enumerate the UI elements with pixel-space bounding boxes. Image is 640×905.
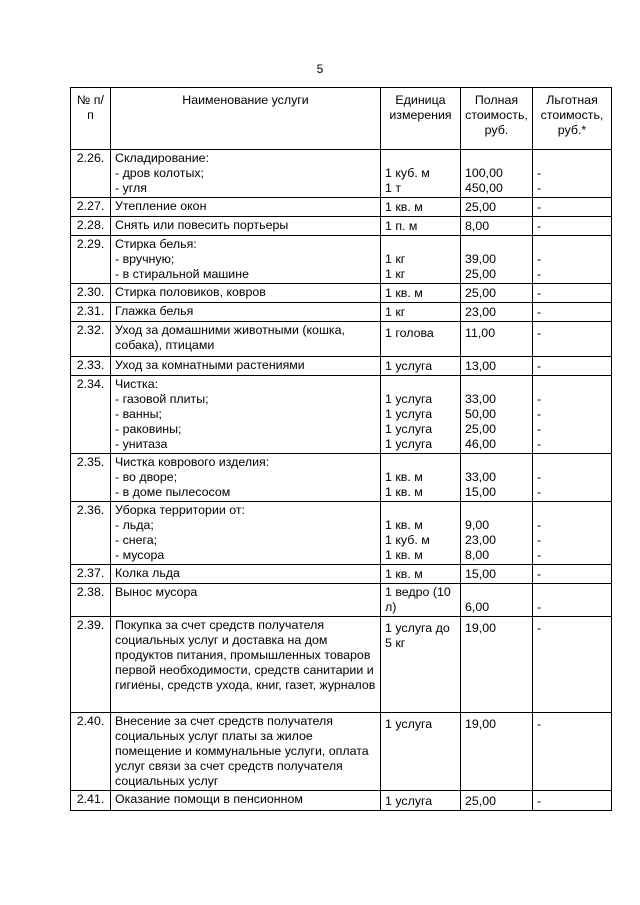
discount-value-cell (533, 217, 612, 236)
price-value: 19,00 (465, 717, 497, 731)
cell-spacer (385, 455, 456, 470)
header-num: № п/п (71, 88, 111, 150)
price-value: 19,00 (465, 621, 497, 635)
price-value: 23,00 (465, 533, 497, 547)
discount-value-cell (533, 617, 612, 713)
unit-value-cell (381, 357, 461, 376)
unit-value: 1 куб. м (385, 533, 430, 547)
unit-value: 1 кв. м (385, 286, 423, 300)
service-name: Вынос мусора (115, 585, 198, 599)
unit-value: 1 кв. м (385, 567, 423, 581)
service-name-cell (111, 713, 381, 791)
discount-value-cell (533, 236, 612, 284)
service-subitem: - дров колотых; (115, 166, 204, 180)
unit-value-cell (381, 322, 461, 357)
discount-value: - (537, 267, 542, 281)
table-body (71, 150, 612, 811)
services-table (70, 87, 612, 811)
service-name-cell (111, 217, 381, 236)
service-name-cell (111, 454, 381, 502)
discount-value-cell (533, 502, 612, 565)
table-row (71, 617, 612, 713)
price-value: 50,00 (465, 407, 497, 421)
unit-value: 1 кг (385, 252, 406, 266)
cell-spacer (465, 455, 528, 470)
discount-value-cell (533, 284, 612, 303)
service-name: Уборка территории от: (115, 503, 245, 517)
unit-value: 1 услуга (385, 422, 433, 436)
discount-value-cell (533, 791, 612, 811)
service-name: Внесение за счет средств получателя социальных услуг платы за жилое помещение и коммунальные услуги, оплата услуг связи за счет средств получателя социальных услуг (115, 714, 369, 788)
unit-value: 1 кв. м (385, 485, 423, 499)
row-number: 2.38. (71, 584, 111, 617)
table-row (71, 284, 612, 303)
unit-value: 1 услуга (385, 392, 433, 406)
service-subitem: - ванны; (115, 407, 162, 421)
discount-value-cell (533, 150, 612, 198)
table-row (71, 150, 612, 198)
row-number: 2.32. (71, 322, 111, 357)
price-value: 13,00 (465, 359, 497, 373)
price-value: 11,00 (465, 326, 496, 340)
unit-value-cell (381, 584, 461, 617)
discount-value: - (537, 305, 542, 319)
table-row (71, 376, 612, 454)
cell-spacer (465, 237, 528, 252)
cell-spacer (537, 151, 607, 166)
page-number: 5 (316, 62, 324, 76)
service-subitem: - мусора (115, 548, 165, 562)
service-subitem: - угля (115, 181, 147, 195)
header-row (71, 88, 612, 150)
service-name-cell (111, 617, 381, 713)
discount-value: - (537, 548, 542, 562)
cell-spacer (537, 237, 607, 252)
price-value-cell (461, 303, 533, 322)
unit-value: 1 услуга (385, 794, 433, 808)
price-value-cell (461, 376, 533, 454)
service-name: Покупка за счет средств получателя социальных услуг и доставка на дом продуктов питания, промышленных товаров первой необходимости, средств санитарии и гигиены, средств ухода, книг, газет, журналов (115, 618, 376, 692)
unit-value-cell (381, 150, 461, 198)
table-row (71, 584, 612, 617)
price-value-cell (461, 791, 533, 811)
unit-value-cell (381, 565, 461, 584)
unit-value: 1 п. м (385, 219, 418, 233)
price-value-cell (461, 322, 533, 357)
price-value-cell (461, 236, 533, 284)
table-row (71, 502, 612, 565)
discount-value: - (537, 600, 542, 614)
row-number: 2.30. (71, 284, 111, 303)
table-row (71, 322, 612, 357)
discount-value: - (537, 717, 542, 731)
price-value-cell (461, 713, 533, 791)
discount-value-cell (533, 303, 612, 322)
service-subitem: - унитаза (115, 437, 168, 451)
unit-value-cell (381, 791, 461, 811)
row-number: 2.39. (71, 617, 111, 713)
cell-spacer (465, 503, 528, 518)
cell-spacer (385, 151, 456, 166)
service-subitem: - в стиральной машине (115, 267, 249, 281)
unit-value-cell (381, 502, 461, 565)
price-value: 25,00 (465, 422, 497, 436)
price-value-cell (461, 584, 533, 617)
price-value-cell (461, 284, 533, 303)
unit-value-cell (381, 376, 461, 454)
table-row (71, 236, 612, 284)
price-value-cell (461, 198, 533, 217)
service-name: Стирка половиков, ковров (115, 285, 266, 299)
table-row (71, 454, 612, 502)
service-name-cell (111, 565, 381, 584)
service-subitem: - в доме пылесосом (115, 485, 231, 499)
price-value: 6,00 (465, 600, 490, 614)
unit-value-cell (381, 617, 461, 713)
unit-value-cell (381, 284, 461, 303)
header-unit: Единица измерения (381, 88, 461, 150)
service-name: Стирка белья: (115, 237, 197, 251)
service-name-cell (111, 322, 381, 357)
row-number: 2.28. (71, 217, 111, 236)
price-value-cell (461, 565, 533, 584)
service-name: Колка льда (115, 566, 180, 580)
service-name: Уход за комнатными растениями (115, 358, 305, 372)
unit-value: 1 т (385, 181, 402, 195)
unit-value: 1 кв. м (385, 470, 423, 484)
discount-value: - (537, 422, 542, 436)
service-name-cell (111, 791, 381, 811)
service-subitem: - во дворе; (115, 470, 178, 484)
row-number: 2.34. (71, 376, 111, 454)
price-value-cell (461, 617, 533, 713)
discount-value: - (537, 166, 542, 180)
price-value: 25,00 (465, 794, 497, 808)
cell-spacer (465, 151, 528, 166)
unit-value-cell (381, 454, 461, 502)
service-name-cell (111, 376, 381, 454)
discount-value-cell (533, 198, 612, 217)
price-value: 33,00 (465, 392, 497, 406)
discount-value: - (537, 359, 542, 373)
discount-value-cell (533, 357, 612, 376)
service-name: Глажка белья (115, 304, 194, 318)
service-name: Чистка: (115, 377, 159, 391)
price-value: 25,00 (465, 267, 497, 281)
service-name-cell (111, 236, 381, 284)
row-number: 2.33. (71, 357, 111, 376)
discount-value: - (537, 437, 542, 451)
table-row (71, 713, 612, 791)
service-name: Складирование: (115, 151, 209, 165)
discount-value-cell (533, 454, 612, 502)
service-subitem: - раковины; (115, 422, 182, 436)
discount-value: - (537, 621, 542, 635)
unit-value-cell (381, 217, 461, 236)
unit-value: 1 кв. м (385, 200, 423, 214)
discount-value-cell (533, 322, 612, 357)
service-name: Оказание помощи в пенсионном (115, 792, 303, 806)
discount-value-cell (533, 565, 612, 584)
discount-value: - (537, 219, 542, 233)
cell-spacer (385, 237, 456, 252)
table-row (71, 357, 612, 376)
service-name-cell (111, 303, 381, 322)
price-value: 8,00 (465, 548, 490, 562)
service-name: Утепление окон (115, 199, 207, 213)
row-number: 2.37. (71, 565, 111, 584)
price-value-cell (461, 357, 533, 376)
unit-value-cell (381, 236, 461, 284)
service-name-cell (111, 198, 381, 217)
row-number: 2.40. (71, 713, 111, 791)
cell-spacer (537, 455, 607, 470)
service-name-cell (111, 502, 381, 565)
discount-value: - (537, 518, 542, 532)
table-row (71, 217, 612, 236)
header-price: Полная стоимость, руб. (461, 88, 533, 150)
price-value-cell (461, 502, 533, 565)
price-value: 25,00 (465, 286, 497, 300)
unit-value: 1 ведро (10 л) (385, 585, 451, 614)
discount-value: - (537, 470, 542, 484)
price-value: 33,00 (465, 470, 497, 484)
service-subitem: - вручную; (115, 252, 175, 266)
price-value: 15,00 (465, 485, 497, 499)
price-value: 8,00 (465, 219, 490, 233)
price-value: 46,00 (465, 437, 497, 451)
row-number: 2.26. (71, 150, 111, 198)
unit-value: 1 кв. м (385, 518, 423, 532)
service-name-cell (111, 584, 381, 617)
unit-value: 1 услуга (385, 407, 433, 421)
unit-value: 1 куб. м (385, 166, 430, 180)
service-subitem: - газовой плиты; (115, 392, 209, 406)
discount-value-cell (533, 713, 612, 791)
discount-value: - (537, 200, 542, 214)
unit-value: 1 услуга (385, 437, 433, 451)
price-value: 25,00 (465, 200, 497, 214)
row-number: 2.27. (71, 198, 111, 217)
service-subitem: - льда; (115, 518, 154, 532)
price-value: 100,00 (465, 166, 503, 180)
service-name: Уход за домашними животными (кошка, собака), птицами (115, 323, 345, 352)
unit-value: 1 услуга до 5 кг (385, 621, 450, 650)
service-name-cell (111, 357, 381, 376)
unit-value: 1 кг (385, 305, 406, 319)
table-row (71, 198, 612, 217)
unit-value-cell (381, 713, 461, 791)
service-name-cell (111, 150, 381, 198)
table-row (71, 791, 612, 811)
price-value: 9,00 (465, 518, 490, 532)
service-name-cell (111, 284, 381, 303)
price-value: 23,00 (465, 305, 497, 319)
price-value-cell (461, 217, 533, 236)
price-value-cell (461, 454, 533, 502)
row-number: 2.31. (71, 303, 111, 322)
unit-value-cell (381, 198, 461, 217)
discount-value: - (537, 252, 542, 266)
discount-value: - (537, 326, 542, 340)
discount-value: - (537, 392, 542, 406)
table-row (71, 565, 612, 584)
unit-value-cell (381, 303, 461, 322)
cell-spacer (465, 377, 528, 392)
unit-value: 1 голова (385, 326, 434, 340)
discount-value: - (537, 181, 542, 195)
price-value-cell (461, 150, 533, 198)
unit-value: 1 кв. м (385, 548, 423, 562)
unit-value: 1 кг (385, 267, 406, 281)
discount-value: - (537, 485, 542, 499)
header-discount: Льготная стоимость, руб.* (533, 88, 612, 150)
discount-value-cell (533, 376, 612, 454)
price-value: 15,00 (465, 567, 497, 581)
cell-spacer (385, 377, 456, 392)
cell-spacer (537, 377, 607, 392)
service-name: Чистка коврового изделия: (115, 455, 270, 469)
service-subitem: - снега; (115, 533, 158, 547)
unit-value: 1 услуга (385, 359, 433, 373)
discount-value: - (537, 286, 542, 300)
price-value: 450,00 (465, 181, 503, 195)
service-name: Снять или повесить портьеры (115, 218, 289, 232)
price-value: 39,00 (465, 252, 497, 266)
discount-value: - (537, 567, 542, 581)
row-number: 2.29. (71, 236, 111, 284)
unit-value: 1 услуга (385, 717, 433, 731)
discount-value: - (537, 794, 542, 808)
discount-value: - (537, 407, 542, 421)
row-number: 2.35. (71, 454, 111, 502)
discount-value: - (537, 533, 542, 547)
cell-spacer (385, 503, 456, 518)
row-number: 2.36. (71, 502, 111, 565)
cell-spacer (537, 503, 607, 518)
discount-value-cell (533, 584, 612, 617)
row-number: 2.41. (71, 791, 111, 811)
table-row (71, 303, 612, 322)
header-name: Наименование услуги (111, 88, 381, 150)
